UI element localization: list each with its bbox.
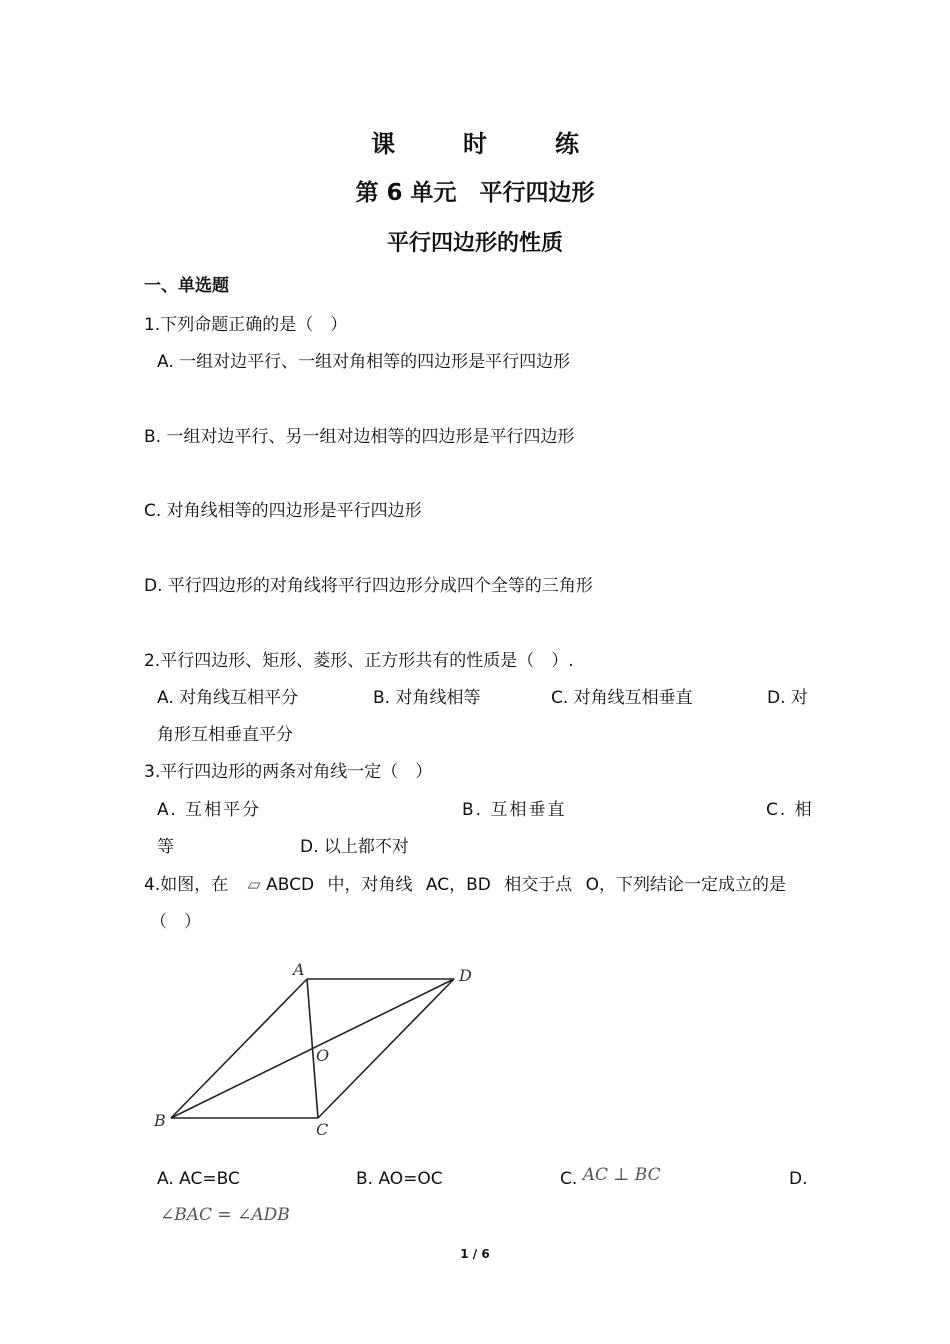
parallelogram-figure xyxy=(145,955,490,1145)
q1-option-d: D. 平行四边形的对角线将平行四边形分成四个全等的三角形 xyxy=(144,576,593,596)
q4-option-b: B. AO=OC xyxy=(356,1169,443,1189)
diagonal-bd xyxy=(171,979,454,1118)
vertex-label-o: O xyxy=(316,1046,330,1065)
q2-option-b: B. 对角线相等 xyxy=(373,688,481,708)
q4-stem-line2: （ ） xyxy=(150,912,201,932)
q4-option-d-math: ∠BAC = ∠ADB xyxy=(160,1205,290,1225)
vertex-label-b: B xyxy=(154,1111,166,1130)
q1-stem: 1.下列命题正确的是（ ） xyxy=(144,315,348,335)
q4-option-a: A. AC=BC xyxy=(157,1169,240,1189)
q4-stem-start: 4.如图，在 xyxy=(144,875,229,895)
page-number: 1 / 6 xyxy=(460,1247,490,1261)
q4-stem-rest: ABCD 中，对角线 AC，BD 相交于点 O，下列结论一定成立的是 xyxy=(266,875,787,895)
q3-option-d: D. 以上都不对 xyxy=(300,837,409,857)
q2-stem: 2.平行四边形、矩形、菱形、正方形共有的性质是（ ）. xyxy=(144,651,574,671)
vertex-label-c: C xyxy=(316,1120,329,1139)
side-ab xyxy=(171,979,307,1118)
document-title: 课 时 练 xyxy=(371,130,601,158)
q2-option-d: D. 对 xyxy=(767,688,808,708)
vertex-label-a: A xyxy=(293,960,305,979)
q4-option-c-math: AC ⊥ BC xyxy=(582,1165,661,1185)
side-dc xyxy=(318,979,454,1118)
unit-title: 第 6 单元 平行四边形 xyxy=(355,180,595,206)
q4-option-c xyxy=(560,1165,661,1189)
q1-option-a: A. 一组对边平行、一组对角相等的四边形是平行四边形 xyxy=(157,352,571,372)
lesson-title: 平行四边形的性质 xyxy=(386,231,563,256)
q2-option-c: C. 对角线互相垂直 xyxy=(551,688,693,708)
q3-option-a: A. 互相平分 xyxy=(157,800,262,820)
q2-option-d-cont: 角形互相垂直平分 xyxy=(157,725,293,745)
q3-option-b: B. 互相垂直 xyxy=(462,800,567,820)
q3-stem: 3.平行四边形的两条对角线一定（ ） xyxy=(144,762,433,782)
q3-option-c: C. 相 xyxy=(766,800,814,820)
q4-option-d: D. xyxy=(789,1169,808,1189)
q4-option-c-prefix: C. xyxy=(560,1169,578,1189)
q1-option-b: B. 一组对边平行、另一组对边相等的四边形是平行四边形 xyxy=(144,427,575,447)
parallelogram-symbol: ▱ xyxy=(247,875,261,895)
q2-option-a: A. 对角线互相平分 xyxy=(157,688,299,708)
vertex-label-d: D xyxy=(459,966,472,985)
q1-option-c: C. 对角线相等的四边形是平行四边形 xyxy=(144,501,422,521)
q4-stem xyxy=(144,870,786,895)
section-heading: 一、单选题 xyxy=(144,276,229,296)
q3-option-c-cont: 等 xyxy=(157,837,174,857)
